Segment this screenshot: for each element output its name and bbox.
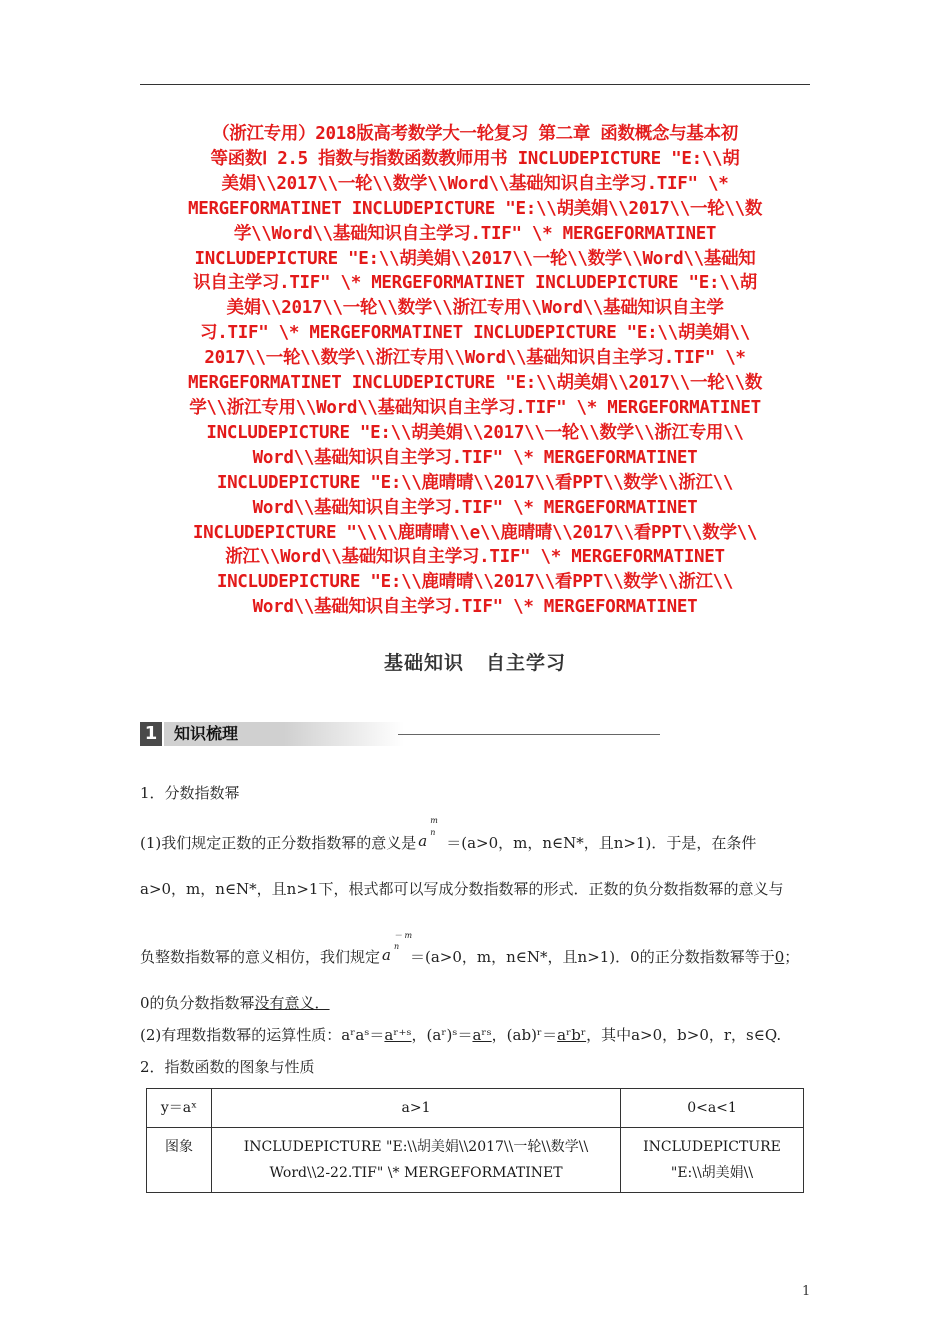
table-cell: 图象 [147, 1128, 212, 1193]
item2-heading: 2．指数函数的图象与性质 [140, 1058, 315, 1076]
table-cell: INCLUDEPICTURE "E:\\胡美娟\\2017\\一轮\\数学\\ Word\\2-22.TIF" \* MERGEFORMATINET [212, 1128, 621, 1193]
title-line: MERGEFORMATINET INCLUDEPICTURE "E:\\胡美娟\\2017\\一轮\\数 [187, 373, 763, 394]
title-line: 学\\Word\\基础知识自主学习.TIF" \* MERGEFORMATINET [233, 223, 717, 244]
title-line: MERGEFORMATINET INCLUDEPICTURE "E:\\胡美娟\\2017\\一轮\\数 [187, 198, 763, 219]
title-line: INCLUDEPICTURE "\\\\鹿晴晴\\e\\鹿晴晴\\2017\\看PPT\\数学\\ [192, 522, 758, 543]
tag-number: 1 [140, 722, 162, 746]
item1-paragraph-2: a>0，m，n∈N*，且n>1下，根式都可以写成分数指数幂的形式．正数的负分数指数幂的意义与 [140, 880, 784, 898]
title-line: INCLUDEPICTURE "E:\\鹿晴晴\\2017\\看PPT\\数学\\浙江\\ [216, 572, 734, 593]
table-row [147, 1128, 804, 1193]
title-line: 识自主学习.TIF" \* MERGEFORMATINET INCLUDEPICTURE "E:\\胡 [193, 273, 757, 294]
table-header-cell: y＝aˣ [147, 1089, 212, 1128]
title-line: INCLUDEPICTURE "E:\\胡美娟\\2017\\一轮\\数学\\浙江专用\\ [206, 422, 744, 443]
title-line: Word\\基础知识自主学习.TIF" \* MERGEFORMATINET [252, 447, 698, 468]
header-rule [140, 84, 810, 85]
page-number: 1 [802, 1284, 811, 1299]
negative-power-expression: a － m n [382, 931, 413, 964]
section-heading [0, 648, 950, 675]
title-line: 习.TIF" \* MERGEFORMATINET INCLUDEPICTURE "E:\\胡美娟\\ [200, 323, 750, 344]
title-line: 美娟\\2017\\一轮\\数学\\Word\\基础知识自主学习.TIF" \* [221, 173, 729, 194]
answer-blank: aʳ⁺ˢ [384, 1026, 412, 1044]
item1-paragraph-4: 0的负分数指数幂没有意义． [140, 994, 330, 1012]
title-line: 等函数Ⅰ 2.5 指数与指数函数教师用书 INCLUDEPICTURE "E:\\胡 [210, 148, 740, 169]
section-heading-right: 自主学习 [486, 652, 567, 674]
title-line: Word\\基础知识自主学习.TIF" \* MERGEFORMATINET [252, 597, 698, 618]
title-line: INCLUDEPICTURE "E:\\胡美娟\\2017\\一轮\\数学\\Word\\基础知 [194, 248, 756, 269]
answer-blank: 没有意义． [254, 994, 330, 1012]
title-line: 浙江\\Word\\基础知识自主学习.TIF" \* MERGEFORMATINET [225, 547, 725, 568]
table-header-cell: 0<a<1 [621, 1089, 804, 1128]
exponential-function-table [146, 1088, 804, 1193]
table-header-row [147, 1089, 804, 1128]
section-heading-left: 基础知识 [383, 652, 464, 674]
item1-heading: 1．分数指数幂 [140, 784, 240, 802]
table-cell: INCLUDEPICTURE "E:\\胡美娟\\ [621, 1128, 804, 1193]
title-line: （浙江专用）2018版高考数学大一轮复习 第二章 函数概念与基本初 [212, 124, 738, 144]
title-line: Word\\基础知识自主学习.TIF" \* MERGEFORMATINET [252, 497, 698, 518]
title-line: 美娟\\2017\\一轮\\数学\\浙江专用\\Word\\基础知识自主学 [226, 298, 724, 319]
item1-paragraph-1: (1)我们规定正数的正分数指数幂的意义是 a m n ＝(a>0，m，n∈N*，且n>1)．于是，在条件 [140, 816, 757, 852]
knowledge-tag [140, 722, 525, 748]
answer-blank: 0 [774, 948, 785, 966]
title-line: INCLUDEPICTURE "E:\\鹿晴晴\\2017\\看PPT\\数学\\浙江\\ [216, 472, 734, 493]
power-expression: a m n [418, 816, 438, 850]
item1-paragraph-5: (2)有理数指数幂的运算性质：aʳaˢ＝aʳ⁺ˢ，(aʳ)ˢ＝aʳˢ，(ab)ʳ＝aʳbʳ，其中a>0，b>0，r，s∈Q. [140, 1026, 782, 1044]
document-title [140, 122, 810, 620]
title-line: 2017\\一轮\\数学\\浙江专用\\Word\\基础知识自主学习.TIF" \* [204, 348, 746, 369]
item1-paragraph-3: 负整数指数幂的意义相仿，我们规定 a － m n ＝(a>0，m，n∈N*，且n>1)．0的正分数指数幂等于0； [140, 931, 800, 966]
title-line: 学\\浙江专用\\Word\\基础知识自主学习.TIF" \* MERGEFORMATINET [189, 397, 761, 418]
answer-blank: aʳbʳ [557, 1026, 587, 1044]
answer-blank: aʳˢ [472, 1026, 492, 1044]
tag-divider [398, 734, 660, 735]
tag-label: 知识梳理 [164, 722, 404, 746]
table-header-cell: a>1 [212, 1089, 621, 1128]
